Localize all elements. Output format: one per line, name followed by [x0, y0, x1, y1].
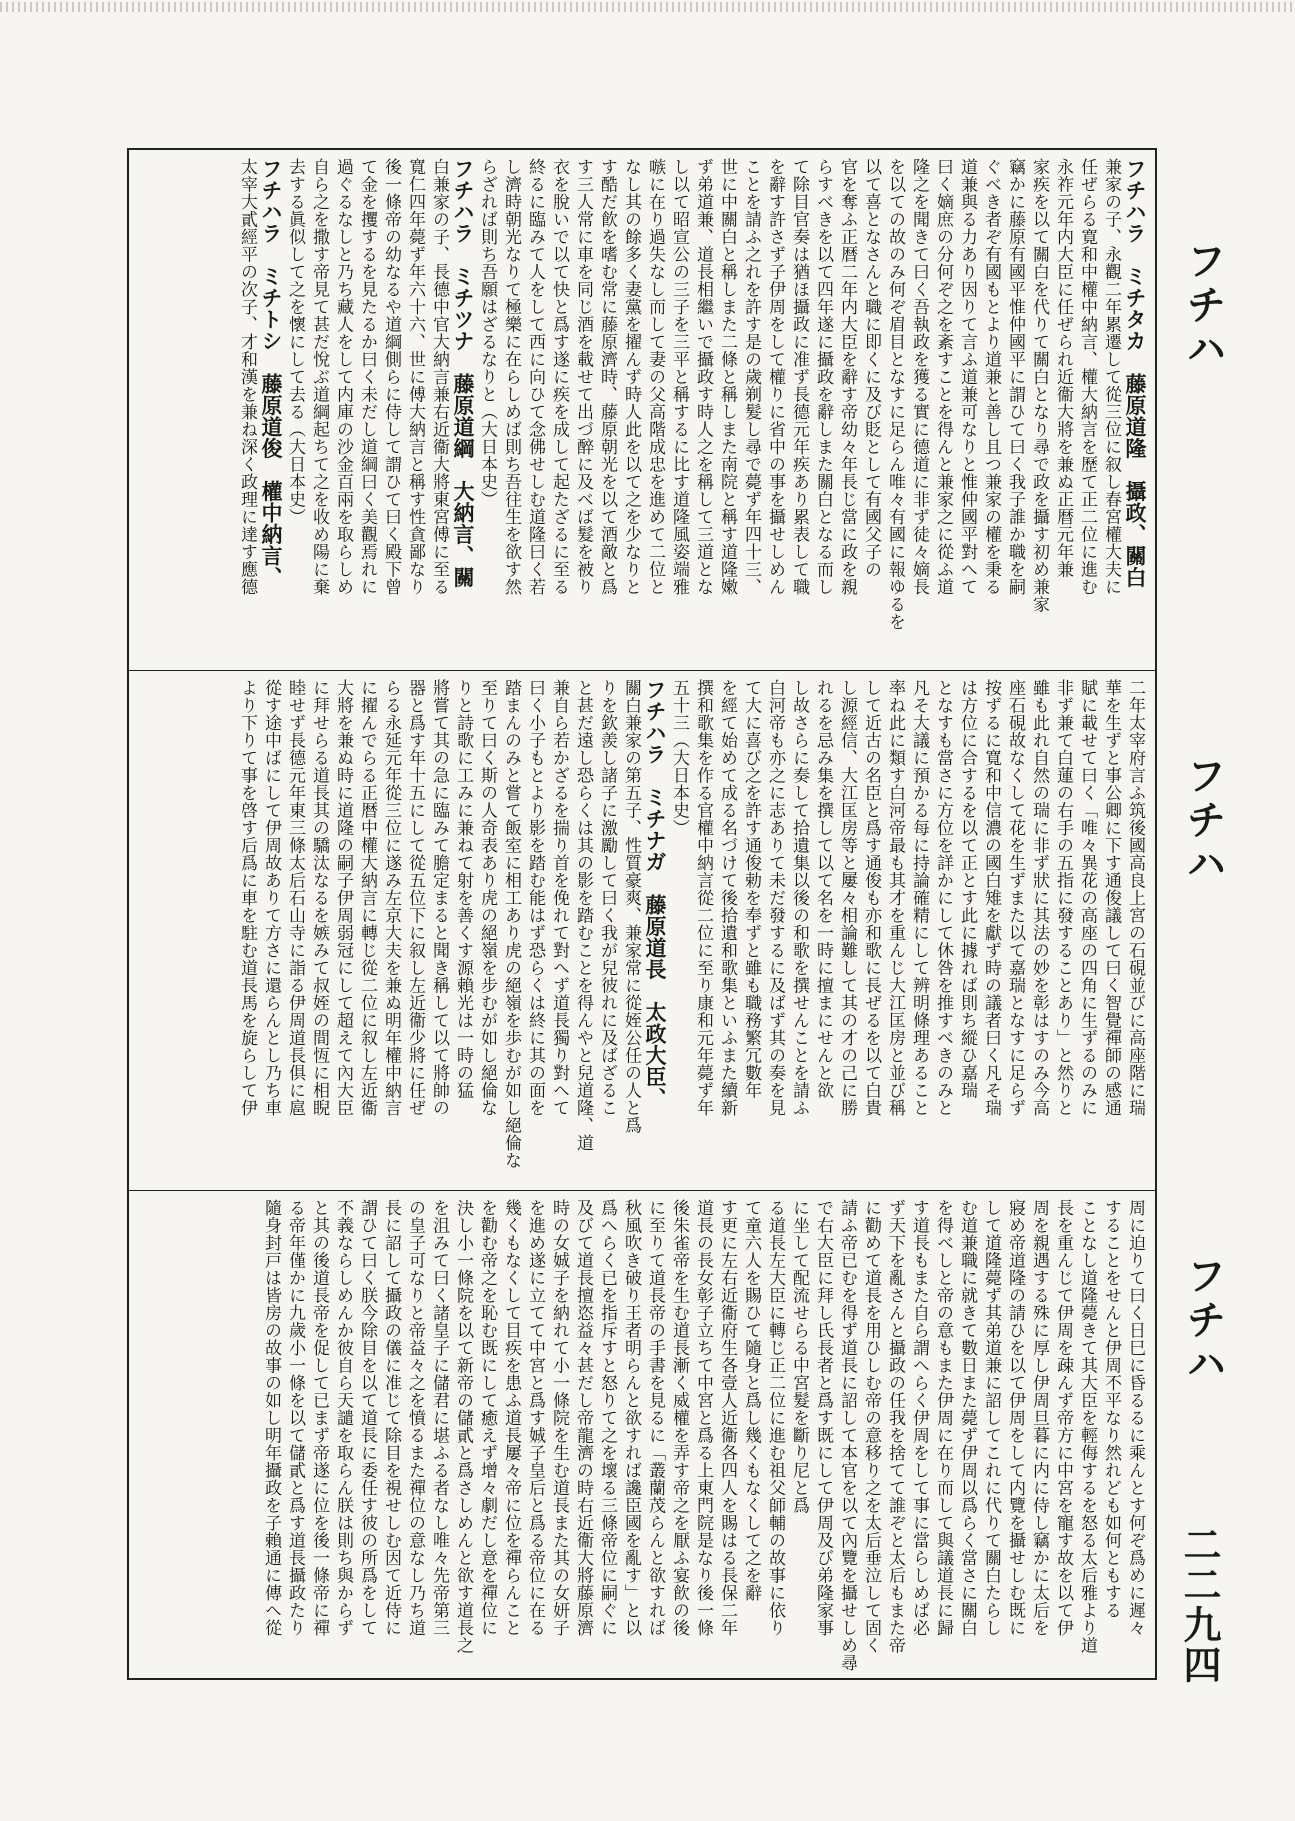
text-column: らる永延元年從三位に遂み左京大夫を兼ぬ明年權中納言 [381, 679, 401, 1117]
text-column: 曰く小子もとより影を踏む能はず恐らくは終に其の面を [525, 679, 545, 1117]
text-column: することをせんと伊周不平なり然れども如何ともする [1101, 1199, 1121, 1619]
text-column: 隆之を聞きて曰く吾執政を獲る實に德道に非ず徒々嫡長 [909, 158, 929, 596]
text-column: 至りて曰く斯の人奇表あり虎の絕嶺を步むが如し絕倫な [477, 679, 497, 1117]
running-head-3: フチハ [1180, 1255, 1226, 1387]
text-column: 竊かに藤原有國平惟仲國平に謂ひて曰く我子誰か職を嗣 [1005, 158, 1025, 596]
text-column: す酷だ飮を嗜む常に藤原濟時、藤原朝光を以て酒敵と爲 [597, 158, 617, 596]
text-column: 謂ひて曰く朕今除目を以て道長に委任す彼の所爲をして [357, 1199, 377, 1637]
text-column: 嗾に在り過失なし而して妻の父高階成忠を進めて二位と [645, 158, 665, 596]
text-column: 踏まんのみと嘗て飯室に相工あり虎の絕嶺を歩むが如し絕倫な [501, 679, 521, 1169]
text-column: と甚だ遠し恐らくは其の影を踏むことを得んやと兒道隆、道 [573, 679, 593, 1152]
text-column: は方位に合するを以て正とす此に據れば則ち縱ひ嘉瑞 [957, 679, 977, 1099]
text-column: フチハラ ミチツナ 藤原道綱 大納言、關 [451, 158, 475, 588]
text-column: を得べしと帝の意もまた伊周に在り而して與議道長に歸 [933, 1199, 953, 1637]
text-column: 撰和歌集を作る官權中納言從二位に至り康和元年薨ず年 [693, 679, 713, 1117]
running-head-1: フチハ [1180, 240, 1226, 372]
text-column: 凡そ大議に預かる每に持論確精にして辨明條理あること [909, 679, 929, 1117]
text-column: 終るに臨みて人をして西に向ひて念佛せしむ道隆曰く若 [525, 158, 545, 596]
text-column: 寬仁四年薨ず年六十六、世に傅大納言と稱す性貪鄙なり [405, 158, 425, 596]
text-column: に拜せらる道長其の驕汰なるを嫉みて叔姪の間恆に相睨 [309, 679, 329, 1117]
text-column: りを欽羨し諸子に激勵して曰く我が兒彼れに及ばざるこ [597, 679, 617, 1117]
text-column: 大將を兼ぬ時に道隆の嗣子伊周弱冠にして超えて內大臣 [333, 679, 353, 1117]
text-column: て除目官奏は猶ほ攝政に准ず長德元年疾あり累表して職 [789, 158, 809, 596]
text-column: 過ぐるなしと乃ち藏人をして内庫の沙金百兩を取らしめ [333, 158, 353, 596]
text-band-middle [129, 670, 1155, 1190]
text-column: を勸む帝之を恥む既にして癒えず增々劇だし意を禪位に [477, 1199, 497, 1637]
text-column: 睦せず長德元年東三條太后石山寺に詣る伊周道長俱に扈 [285, 679, 305, 1117]
text-column: 五十三（大日本史） [669, 679, 689, 837]
text-column: 器と爲す年十五にして從五位下に叙し左近衞少將に任ぜ [405, 679, 425, 1117]
text-column: フチハラ ミチタカ 藤原道隆 攝政、關白 [1123, 158, 1147, 588]
text-column: 華を生ずと事公卿に下す通俊議して曰く智覺禪師の感通 [1101, 679, 1121, 1117]
text-frame [127, 148, 1157, 1680]
text-column: す道長もまた自ら謂へらく伊周をして事に當らしめば必 [909, 1199, 929, 1637]
text-column: 白河帝も亦之に志ありて未だ發するに及ばず其の奏を見 [765, 679, 785, 1117]
text-column: なし其の餘多く妻黨を擢んず時人此を以て之を少なりと [621, 158, 641, 596]
text-column: に坐して配流せらる中宮髮を斷り尼と爲 [789, 1199, 809, 1514]
text-column: す更に左右近衞府生各壹人近衞各四人を賜はる長保二年 [717, 1199, 737, 1637]
text-column: 雖も此れ自然の瑞に非ず狀に其法の妙を彰はすのみ今高 [1029, 679, 1049, 1117]
text-column: を沮みて曰く諸皇子に儲君に堪ふる者なし唯々先帝第三 [429, 1199, 449, 1637]
text-column: 幾くもなくして目疾を患ふ道長屢々帝に位を禪らんこと [501, 1199, 521, 1637]
text-column: を以ての故のみ何ぞ眉目となすに足らん唯々有國に報ゆるを [885, 158, 905, 631]
text-column: 道兼與る力あり因りて言ふ道兼可なりと惟仲國平對へて [957, 158, 977, 596]
text-column: を經て始めて成る名づけて後拾遺和歌集といふまた續新 [717, 679, 737, 1117]
text-column: 曰く嫡庶の分何ぞ之を紊すことを得んと兼家之に從ふ道 [933, 158, 953, 596]
text-column: 按ずるに寬和中信濃の國白雉を獻ず時の議者曰く凡そ瑞 [981, 679, 1001, 1117]
text-column: 秋風吹き破り王者明らんと欲すれば讒臣國を亂す」と以 [621, 1199, 641, 1637]
text-column: て大に喜び之を許す通俊勅を奉ずと雖も職務繁冗數年 [741, 679, 761, 1099]
text-column: 道長の長女彰子立ちて中宮と爲る上東門院是なり後一條 [693, 1199, 713, 1637]
text-column: 寢め帝道隆の請ひを以て伊周をして内覽を攝せしむ既に [1005, 1199, 1025, 1637]
text-column: 兼家の子、永觀二年累遷して從三位に叙し春宮權大夫に [1101, 158, 1121, 596]
text-column: に擢んでらる正暦中權大納言に轉じ從二位に叙し左近衞 [357, 679, 377, 1117]
text-column: ぐべき者ぞ有國もとより道兼と善し且つ兼家の權を秉る [981, 158, 1001, 596]
text-column: 不義ならしめんか彼自ら天譴を取らん朕は則ち與からず [333, 1199, 353, 1637]
text-column: らざれば則ち吾願はざるなりと（大日本史） [477, 158, 497, 508]
text-column: フチハラ ミチトシ 藤原道俊 權中納言、 [259, 158, 283, 588]
text-column: 請ふ帝已むを得ず道長に詔して本官を以て內覽を攝せしめ尋 [837, 1199, 857, 1672]
text-column: 衣を脫いで以て快と爲す遂に疾を成して起たざるに至る [549, 158, 569, 596]
text-column: 官を奪ふ正暦二年内大臣を辭す帝幼々年長じ當に政を親 [837, 158, 857, 596]
text-column: 去する眞似して之を懷にして去る（大日本史） [285, 158, 305, 526]
text-column: 後一條帝の幼なるや道綱側らに侍して謂ひて曰く殿下曾 [381, 158, 401, 596]
text-column: に至りて道長帝の手書を見るに「叢蘭茂らんと欲すれば [645, 1199, 665, 1637]
text-column: となすも當さに方位を詳かにして休咎を推すべきのみと [933, 679, 953, 1117]
text-column: 周を親遇する殊に厚し伊周旦暮に内に侍し竊かに太后を [1029, 1199, 1049, 1637]
text-column: で右大臣に拜し氏長者と爲す既にして伊周及び弟隆家事 [813, 1199, 833, 1637]
text-column: 決し小一條院を以て新帝の儲貳と爲さしめんと欲す道長之 [453, 1199, 473, 1654]
text-column: 爲へらく已を指斥すと怒りて之を壞る三條帝位に嗣ぐに [597, 1199, 617, 1637]
text-column: ず天下を亂さんと攝政の任我を捨てて誰ぞと太后もまた帝 [885, 1199, 905, 1654]
text-column: 從す途中ばにして伊周故ありて方さに還らんとし乃ち車 [261, 679, 281, 1117]
text-column: より下りて事を啓す后爲に車を駐む道長馬を旋らして伊 [237, 679, 257, 1117]
text-column: 以て喜となさんと職に即くに及び貶として有國父子の [861, 158, 881, 578]
text-column: 關白兼家の第五子、性質豪爽、兼家常に從姪公任の人と爲 [621, 679, 641, 1134]
text-column: 座石硯故なくして花を生ずまた以て嘉瑞となすに足らず [1005, 679, 1025, 1117]
text-column: 隨身封戸は皆房の故事の如し明年攝政を子賴通に傳へ從 [261, 1199, 281, 1637]
text-column: て童六人を賜ひて隨身と爲し幾くもなくして之を辭 [741, 1199, 761, 1602]
text-column: 自ら之を撒す帝見て甚だ悅ぶ道綱起ちて之を收め陽に棄 [309, 158, 329, 596]
text-column: フチハラ ミチナガ 藤原道長 太政大臣、 [643, 679, 667, 1109]
text-column: りと詩歌に工みに兼ねて射を善くす源賴光は一時の猛 [453, 679, 473, 1099]
text-column: に勸めて道長を用ひしむ帝の意移り之を太后垂泣して固く [861, 1199, 881, 1654]
text-column: 長を重んじて伊周を疎んず帝方に中宮を寵す故を以て伊 [1053, 1199, 1073, 1637]
text-column: す三人常に車を同じ酒を載せて出づ醉に及べば髮を被り [573, 158, 593, 596]
text-column: る道長左大臣に轉じ正二位に進む祖父師輔の故事に依り [765, 1199, 785, 1637]
text-column: 家疾を以て關白を代りて關白となり尋で政を攝す初め兼家 [1029, 158, 1049, 613]
text-column: 將嘗て其の急に臨みて膽定まると聞き稱して以て將帥の [429, 679, 449, 1117]
text-column: て金を攫するを見たるか曰く未だし道綱曰く美觀焉れに [357, 158, 377, 596]
text-column: らすべきを以て四年遂に攝政を辭しまた關白となる而し [813, 158, 833, 596]
text-column: 長に詔して攝政の儀に准じて除目を視せしむ因て近侍に [381, 1199, 401, 1637]
text-column: し源經信、大江匡房等と屢々相論難して其の才の己に勝 [837, 679, 857, 1117]
text-column: 太宰大貳經平の次子、才和漢を兼ね深く政理に達す應德 [237, 158, 257, 596]
text-column: ず弟道兼、道長相繼いで攝政す時人之を稱して三道とな [693, 158, 713, 596]
text-column: し濟時朝光なりて極樂に在らしめば則ち吾往生を欲す然 [501, 158, 521, 596]
text-column: 賦に載せて曰く「唯々異花の高座の四角に生ずるのみに [1077, 679, 1097, 1117]
text-column: 任ぜらる寛和中權中納言、權大納言を歷て正二位に進む [1077, 158, 1097, 596]
text-column: 永祚元年内大臣に任ぜられ近衞大將を兼ぬ正暦元年兼 [1053, 158, 1073, 578]
page-number: 二二九四 [1177, 1525, 1222, 1685]
text-column: 時の女娍子を納れて小一條院を生む道長また其の女妍子 [549, 1199, 569, 1637]
text-column: して道隆薨ず其弟道兼に詔してこれに代りて關白たらし [981, 1199, 1001, 1637]
text-column: と其の後道長帝を促して已まず帝遂に位を後一條帝に禪 [309, 1199, 329, 1637]
text-column: を進め遂に立てて中宮と爲す娍子皇后と爲る帝位に在る [525, 1199, 545, 1637]
text-column: 兼自ら若かざるを揣り首を俛れて對へず道長獨り對へて [549, 679, 569, 1117]
text-band-top [129, 150, 1155, 670]
text-column: 世に中關白と稱しまた二條と稱しまた南院と稱す道隆嫩 [717, 158, 737, 596]
text-column: の皇子可なりと帝益々之を憤るまた禪位の意なし乃ち道 [405, 1199, 425, 1637]
text-column: して近古の名臣と爲す通俊も亦和歌に長ぜるを以て白貴 [861, 679, 881, 1117]
text-column: 二年太宰府言ふ筑後國高良上宮の石硯並びに高座階に瑞 [1125, 679, 1145, 1117]
text-column: む道兼職に就きて數日また薨ず伊周以爲らく當さに關白 [957, 1199, 977, 1637]
text-column: し故さらに奏して拾遺集以後の和歌を撰せんことを請ふ [789, 679, 809, 1117]
text-column: れるを忌み集を撰して以て名を一時に擅まにせんと欲 [813, 679, 833, 1099]
running-head-2: フチハ [1180, 755, 1226, 887]
text-column: 白兼家の子、長德中官大納言兼右近衞大將東宮傅に至る [429, 158, 449, 596]
top-dotted-rule [0, 2, 1295, 12]
text-column: 率ね此に類す白河帝最も其才を重んじ大江匡房と並び稱 [885, 679, 905, 1117]
text-column: ことなし道隆薨きて其大臣を輕侮するを怒る太后雅より道 [1077, 1199, 1097, 1654]
text-column: 非ず兼て白蓮の右手の五指に發することあり」と然りと [1053, 679, 1073, 1117]
text-column: 及びて道長擅恣益々甚だし帝龍濟の時右近衞大將藤原濟 [573, 1199, 593, 1637]
text-column: 周に迫りて曰く日巳に昏るるに乘んとす何ぞ爲めに遲々 [1125, 1199, 1145, 1637]
text-column: る帝年僅かに九歲小一條を以て儲貳と爲す道長攝政たり [285, 1199, 305, 1637]
text-column: ことを請ふ之れを許す是の歲剃髮し尋で薨ず年四十三、 [741, 158, 761, 596]
text-band-bottom [129, 1190, 1155, 1680]
text-column: し以て昭宣公の三子を三平と稱するに比す道隆風姿端雅 [669, 158, 689, 596]
text-column: 後朱雀帝を生む道長漸く威權を弄す帝之を厭ふ宴飮の後 [669, 1199, 689, 1637]
text-column: を辭す許さず子伊周をして權りに省中の事を攝せしめん [765, 158, 785, 596]
